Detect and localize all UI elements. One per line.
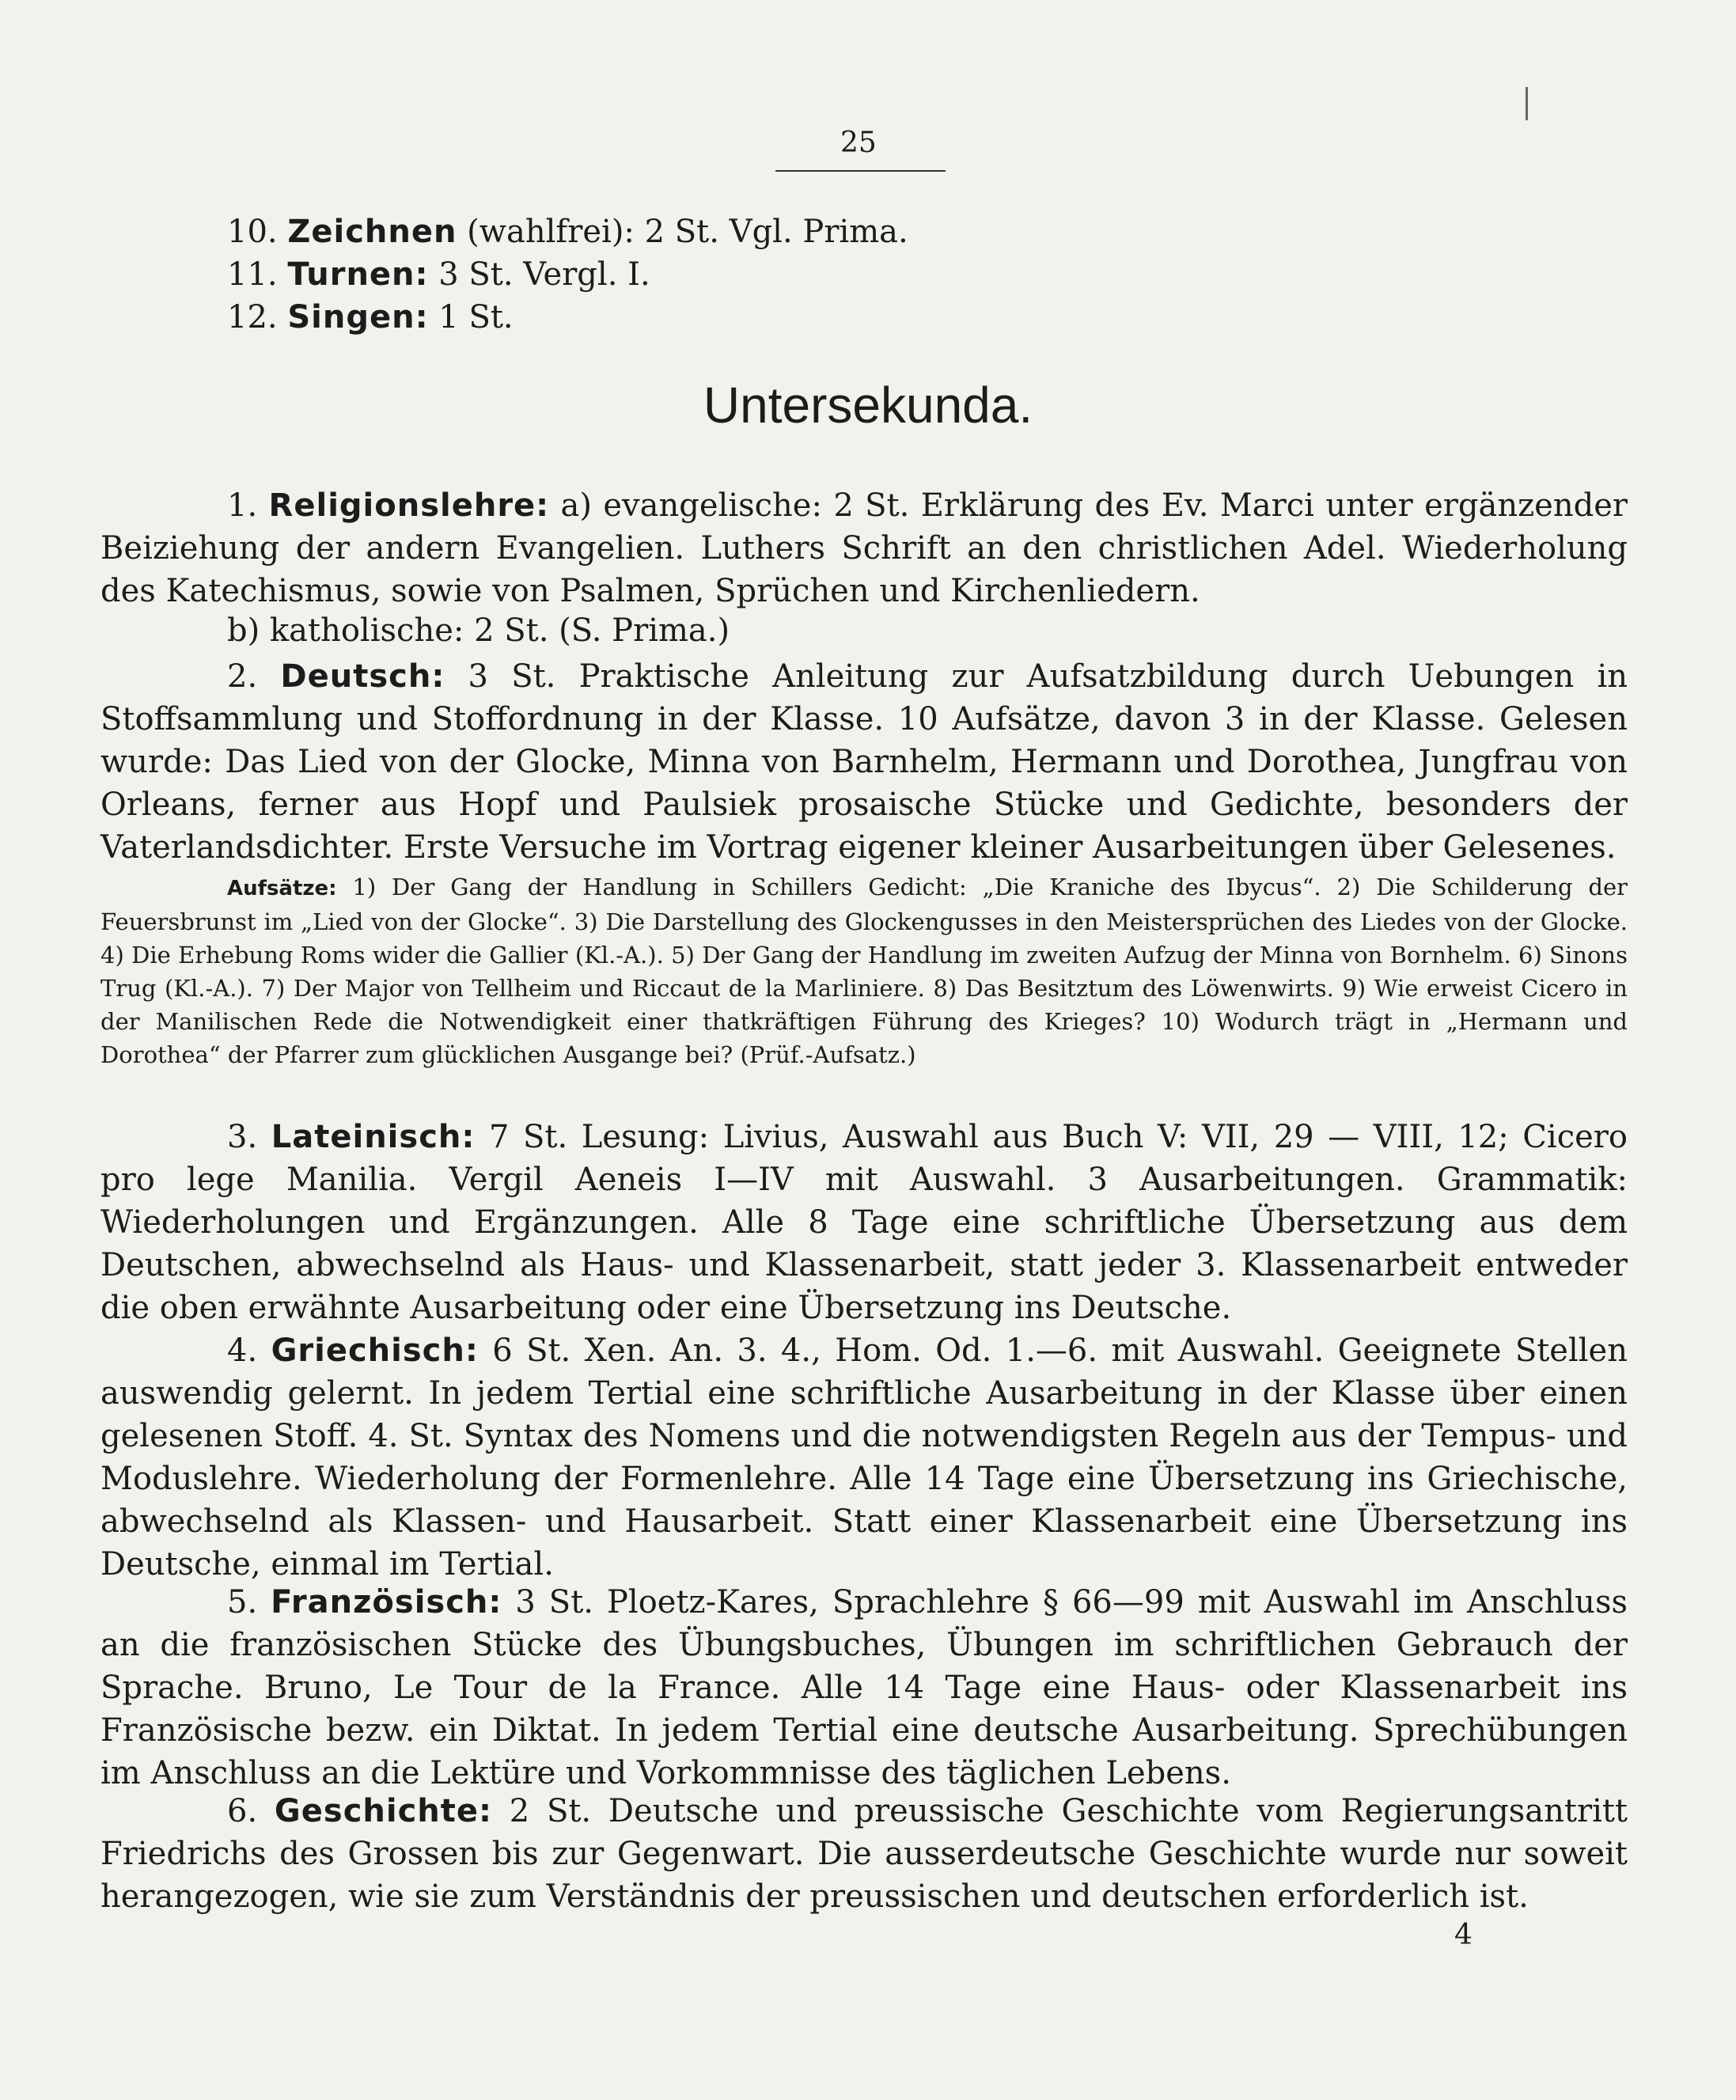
item-number: 1. xyxy=(227,487,258,524)
subject-label: Lateinisch: xyxy=(271,1119,476,1155)
aufsaetze-list xyxy=(100,870,1628,1071)
signature-mark: 4 xyxy=(1454,1919,1473,1951)
page-number-rule xyxy=(775,170,946,172)
subject-label: Zeichnen xyxy=(287,214,457,250)
section-text: 7 St. Lesung: Livius, Auswahl aus Buch V: VII, 29 — VIII, 12; Cicero pro lege Manilia. Vergil Aeneis I—IV mit Auswahl. 3 Ausarbeitungen. Grammatik: Wiederholungen und Ergänzungen. Alle 8 Tage eine schriftliche Übersetzung aus dem Deutschen, abwechselnd als Haus- und Klassenarbeit, statt jeder 3. Klassenarbeit entweder die oben erwähnte Ausarbeitung oder eine Übersetzung ins Deutsche. xyxy=(100,1119,1628,1326)
item-number: 10. xyxy=(227,214,278,250)
section-religion xyxy=(100,484,1628,612)
section-deutsch xyxy=(100,655,1628,869)
subject-label: Griechisch: xyxy=(271,1332,479,1369)
item-number: 4. xyxy=(227,1332,258,1369)
margin-mark xyxy=(1526,87,1528,120)
aufsaetze-label: Aufsätze: xyxy=(227,877,337,900)
section-franzoesisch xyxy=(100,1581,1628,1795)
item-number: 12. xyxy=(227,299,278,335)
section-latein xyxy=(100,1116,1628,1329)
subject-label: Singen: xyxy=(287,299,429,335)
item-number: 6. xyxy=(227,1793,258,1829)
section-text: 6 St. Xen. An. 3. 4., Hom. Od. 1.—6. mit Auswahl. Geeignete Stellen auswendig gelernt. In jedem Tertial eine schriftliche Ausarbeitung in der Klasse über einen gelesenen Stoff. 4. St. Syntax des Nomens und die notwendigsten Regeln aus der Tempus- und Moduslehre. Wiederholung der Formenlehre. Alle 14 Tage eine Übersetzung ins Griechische, abwechselnd als Klassen- und Hausarbeit. Statt einer Klassenarbeit eine Übersetzung ins Deutsche, einmal im Tertial. xyxy=(100,1332,1628,1583)
item-zeichnen xyxy=(227,214,908,250)
section-geschichte xyxy=(100,1790,1628,1918)
subject-label: Geschichte: xyxy=(274,1793,493,1829)
aufsaetze-text: 1) Der Gang der Handlung in Schillers Gedicht: „Die Kraniche des Ibycus“. 2) Die Schilderung der Feuersbrunst im „Lied von der Glocke“. 3) Die Darstellung des Glockengusses in den Meistersprüchen des Liedes von der Glocke. 4) Die Erhebung Roms wider die Gallier (Kl.-A.). 5) Der Gang der Handlung im zweiten Aufzug der Minna von Bornhelm. 6) Sinons Trug (Kl.-A.). 7) Der Major von Tellheim und Riccaut de la Marliniere. 8) Das Besitztum des Löwenwirts. 9) Wie erweist Cicero in der Manilischen Rede die Notwendigkeit einer thatkräftigen Führung des Krieges? 10) Wodurch trägt in „Hermann und Dorothea“ der Pfarrer zum glücklichen Ausgange bei? (Prüf.-Aufsatz.) xyxy=(100,874,1628,1068)
item-number: 3. xyxy=(227,1119,258,1155)
subject-label: Religionslehre: xyxy=(268,487,550,524)
section-heading: Untersekunda. xyxy=(703,377,1033,434)
item-number: 2. xyxy=(227,658,258,695)
subject-label: Deutsch: xyxy=(280,658,445,695)
item-text: 3 St. Vergl. I. xyxy=(428,256,650,293)
item-text: 1 St. xyxy=(428,299,514,335)
item-turnen xyxy=(227,256,650,293)
religion-katholisch: b) katholische: 2 St. (S. Prima.) xyxy=(227,612,730,649)
page-number: 25 xyxy=(840,127,877,159)
section-text: 3 St. Praktische Anleitung zur Aufsatzbildung durch Uebungen in Stoffsammlung und Stoffordnung in der Klasse. 10 Aufsätze, davon 3 in der Klasse. Gelesen wurde: Das Lied von der Glocke, Minna von Barnhelm, Hermann und Dorothea, Jungfrau von Orleans, ferner aus Hopf und Paulsiek prosaische Stücke und Gedichte, besonders der Vaterlandsdichter. Erste Versuche im Vortrag eigener kleiner Ausarbeitungen über Gelesenes. xyxy=(100,658,1628,866)
item-singen xyxy=(227,299,514,335)
item-number: 5. xyxy=(227,1584,258,1620)
section-griechisch xyxy=(100,1329,1628,1586)
subject-label: Französisch: xyxy=(271,1584,502,1620)
section-text: 3 St. Ploetz-Kares, Sprachlehre § 66—99 mit Auswahl im Anschluss an die französischen Stücke des Übungsbuches, Übungen im schriftlichen Gebrauch der Sprache. Bruno, Le Tour de la France. Alle 14 Tage eine Haus- oder Klassenarbeit ins Französische bezw. ein Diktat. In jedem Tertial eine deutsche Ausarbeitung. Sprechübungen im Anschluss an die Lektüre und Vorkommnisse des täglichen Lebens. xyxy=(100,1584,1628,1791)
subject-label: Turnen: xyxy=(287,256,429,293)
item-number: 11. xyxy=(227,256,278,293)
section-text: 2 St. Deutsche und preussische Geschichte vom Regierungsantritt Friedrichs des Grossen bis zur Gegenwart. Die ausserdeutsche Geschichte wurde nur soweit herangezogen, wie sie zum Verständnis der preussischen und deutschen erforderlich ist. xyxy=(100,1793,1628,1915)
section-text: a) evangelische: 2 St. Erklärung des Ev. Marci unter ergänzender Beiziehung der andern Evangelien. Luthers Schrift an den christlichen Adel. Wiederholung des Katechismus, sowie von Psalmen, Sprüchen und Kirchenliedern. xyxy=(100,487,1628,609)
item-text: (wahlfrei): 2 St. Vgl. Prima. xyxy=(457,214,908,250)
